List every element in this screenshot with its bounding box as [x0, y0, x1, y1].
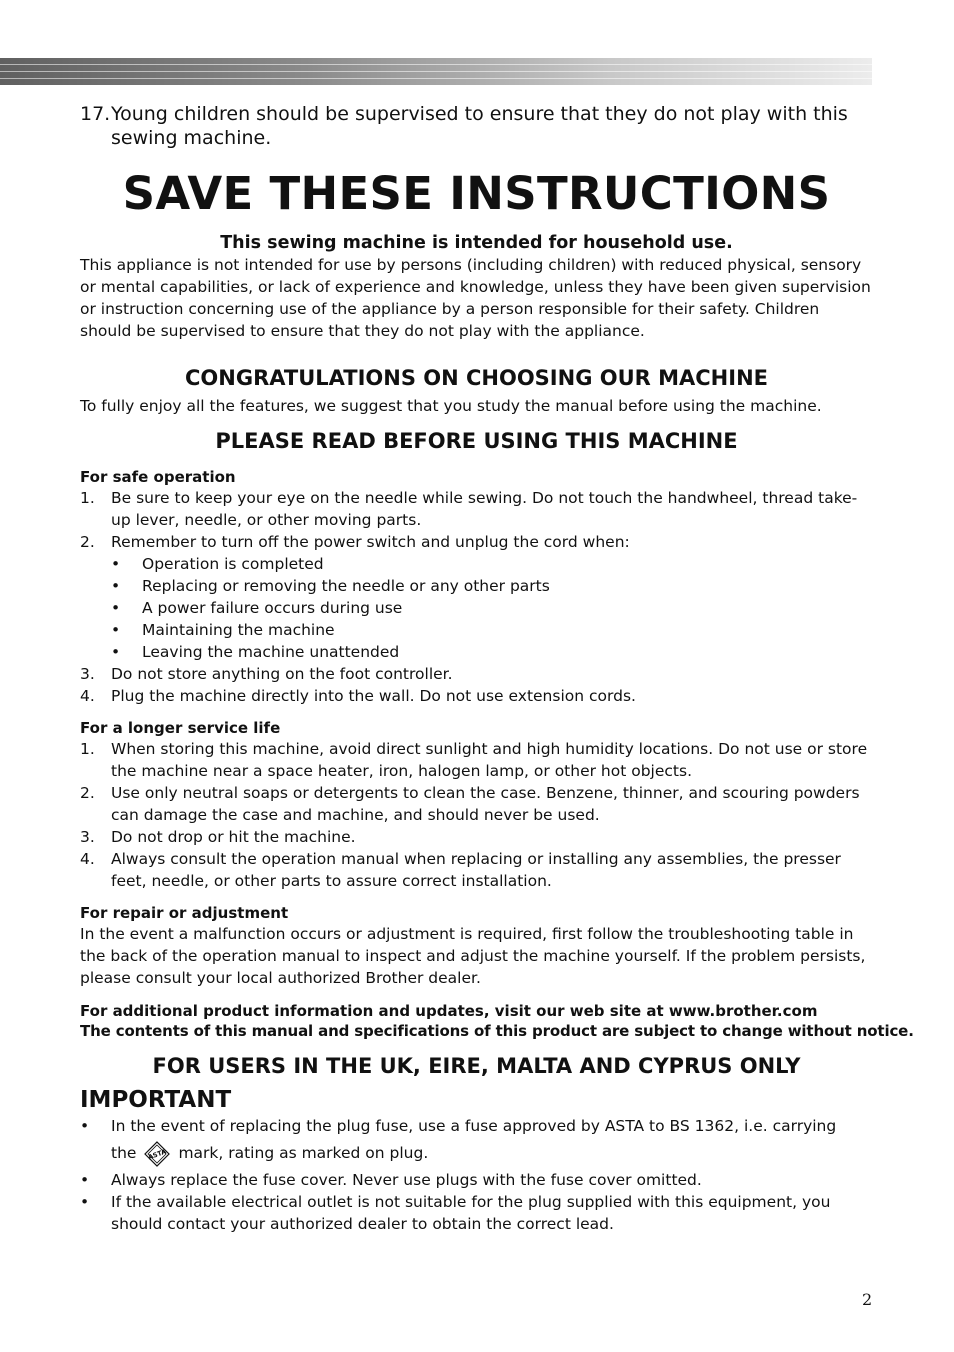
repair-title: For repair or adjustment: [80, 904, 289, 922]
important-heading: IMPORTANT: [80, 1087, 232, 1113]
intro-paragraph: This appliance is not intended for use by persons (including children) with reduced physical, sensory or mental capabilities, or lack of experience and knowledge, unless they have been given supervision or instruction concerning use of the appliance by a person responsible for their safety. Children should be supervised to ensure that they do not play with the appliance.: [80, 256, 871, 340]
list-item: 4. Always consult the operation manual when replacing or installing any assemblies, the presser feet, needle, or other parts to assure correct installation.: [80, 850, 841, 890]
safe-operation-title: For safe operation: [80, 468, 236, 486]
website-notice: For additional product information and updates, visit our web site at www.brother.com: [80, 1002, 818, 1020]
list-item: • Operation is completed: [111, 555, 324, 573]
list-item: • A power failure occurs during use: [111, 599, 403, 617]
list-item: 2. Use only neutral soaps or detergents to clean the case. Benzene, thinner, and scouring powders can damage the case and machine, and should never be used.: [80, 784, 860, 824]
list-item: • If the available electrical outlet is not suitable for the plug supplied with this equipment, you should contact your authorized dealer to obtain the correct lead.: [80, 1193, 831, 1233]
list-item: 3. Do not store anything on the foot controller.: [80, 665, 453, 683]
please-read-heading: PLEASE READ BEFORE USING THIS MACHINE: [215, 429, 738, 453]
uk-users-heading: FOR USERS IN THE UK, EIRE, MALTA AND CYPRUS ONLY: [152, 1054, 801, 1078]
page-content: [80, 102, 914, 1235]
change-notice: The contents of this manual and specifications of this product are subject to change without notice.: [80, 1022, 914, 1040]
item-17: [80, 102, 873, 150]
svg-text:ASTA: ASTA: [147, 1147, 168, 1161]
list-item: 4. Plug the machine directly into the wall. Do not use extension cords.: [80, 687, 636, 705]
safe-operation-list: [80, 487, 873, 553]
save-instructions-title: SAVE THESE INSTRUCTIONS: [122, 167, 831, 220]
page-number: 2: [862, 1290, 873, 1309]
list-item: 3. Do not drop or hit the machine.: [80, 828, 356, 846]
header-gradient-bar: [0, 58, 872, 85]
repair-text: In the event a malfunction occurs or adjustment is required, first follow the troubleshooting table in the back of the operation manual to inspect and adjust the machine yourself. If the problem persists, please consult your local authorized Brother dealer.: [80, 925, 866, 987]
asta-mark-icon: [144, 1141, 170, 1167]
item-17-number: 17.: [80, 103, 111, 125]
list-item: 2. Remember to turn off the power switch and unplug the cord when:: [80, 533, 630, 551]
service-life-title: For a longer service life: [80, 719, 281, 737]
list-item: • Replacing or removing the needle or any other parts: [111, 577, 550, 595]
list-item: • Always replace the fuse cover. Never use plugs with the fuse cover omitted.: [80, 1171, 702, 1189]
list-item: 1. Be sure to keep your eye on the needle while sewing. Do not touch the handwheel, thread take-up lever, needle, or other moving parts.: [80, 489, 858, 529]
list-item: • In the event of replacing the plug fuse, use a fuse approved by ASTA to BS 1362, i.e. carrying the ASTA mark, rating as marked on plug.: [80, 1115, 873, 1169]
list-item: • Maintaining the machine: [111, 621, 335, 639]
household-use-notice: This sewing machine is intended for household use.: [220, 233, 733, 253]
congratulations-heading: CONGRATULATIONS ON CHOOSING OUR MACHINE: [185, 366, 768, 390]
power-off-conditions-list: [80, 553, 873, 663]
list-item: 1. When storing this machine, avoid direct sunlight and high humidity locations. Do not use or store the machine near a space heater, iron, halogen lamp, or other hot objects.: [80, 740, 868, 780]
congratulations-text: To fully enjoy all the features, we suggest that you study the manual before using the machine.: [80, 397, 822, 415]
uk-instructions-list: [80, 1115, 873, 1235]
item-17-text: Young children should be supervised to ensure that they do not play with this sewing machine.: [111, 103, 848, 149]
safe-operation-list-continued: [80, 663, 873, 707]
list-item: • Leaving the machine unattended: [111, 643, 400, 661]
service-life-list: [80, 738, 873, 892]
